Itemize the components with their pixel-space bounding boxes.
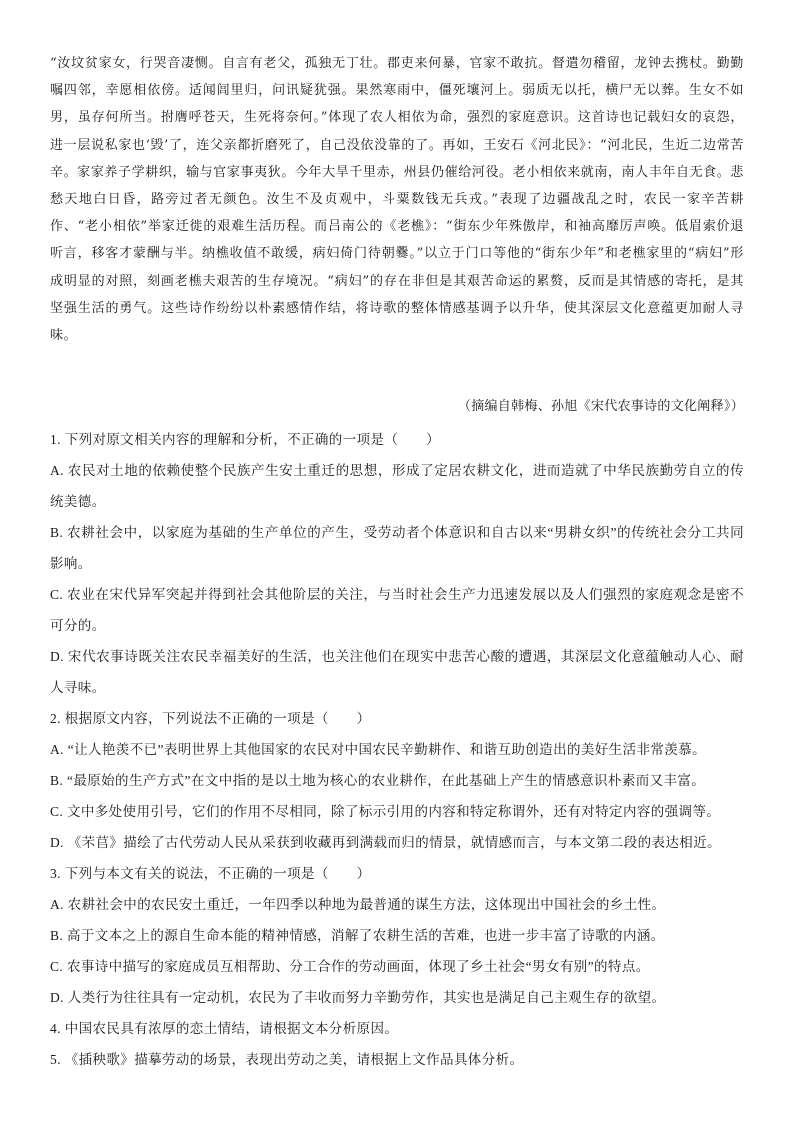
question-list <box>50 424 744 1075</box>
option-a: A. 农民对土地的依赖使整个民族产生安土重迁的思想，形成了定居农耕文化，进而造就了中华民族勤劳自立的传统美德。 <box>50 463 744 509</box>
option-c: C. 农事诗中描写的家庭成员互相帮助、分工合作的劳动画面，体现了乡土社会“男女有别”的特点。 <box>50 959 650 974</box>
passage-source: （摘编自韩梅、孙旭《宋代农事诗的文化阐释》） <box>457 399 744 414</box>
option-b: B. 高于文本之上的源自生命本能的精神情感，消解了农耕生活的苦难，也进一步丰富了诗歌的内涵。 <box>50 928 665 943</box>
question-stem: 5. 《插秧歌》描摹劳动的场景，表现出劳动之美，请根据上文作品具体分析。 <box>50 1052 524 1067</box>
option-a: A. 农耕社会中的农民安土重迁，一年四季以种地为最普通的谋生方法，这体现出中国社会的乡土性。 <box>50 897 666 912</box>
question-4 <box>50 1013 744 1044</box>
question-stem: 2. 根据原文内容，下列说法不正确的一项是（ ） <box>50 711 371 726</box>
option-d: D. 人类行为往往具有一定动机，农民为了丰收而努力辛勤劳作，其实也是满足自己主观生存的欲望。 <box>50 990 666 1005</box>
question-2 <box>50 703 744 858</box>
question-5 <box>50 1044 744 1075</box>
question-3 <box>50 858 744 1013</box>
option-c: C. 农业在宋代异军突起并得到社会其他阶层的关注，与当时社会生产力迅速发展以及人们强烈的家庭观念是密不可分的。 <box>50 587 744 633</box>
option-b: B. 农耕社会中，以家庭为基础的生产单位的产生，受劳动者个体意识和自古以来“男耕女织”的传统社会分工共同影响。 <box>50 525 744 571</box>
question-1 <box>50 424 744 703</box>
passage-text: “汝坟贫家女，行哭音凄恻。自言有老父，孤独无丁壮。郡吏来何暴，官家不敢抗。督遣勿稽留，龙钟去携杖。勤勤嘱四邻，幸愿相依傍。适闻闾里归，问讯疑犹强。果然寒雨中，僵死壤河上。弱质无以托，横尸无以葬。生女不如男，虽存何所当。拊膺呼苍天，生死将奈何。”体现了农人相依为命，强烈的家庭意识。这首诗也记载妇女的哀怨，进一层说私家也‘毁’了，连父亲都折磨死了，自己没依没靠的了。再如，王安石《河北民》：“河北民，生近二边常苦辛。家家养子学耕织，输与官家事夷狄。今年大旱千里赤，州县仍催给河役。老小相依来就南，南人丰年自无食。悲愁天地白日昏，路旁过者无颜色。汝生不及贞观中，斗粟数钱无兵戎。”表现了边疆战乱之时，农民一家辛苦耕作、“老小相依”举家迁徙的艰难生活历程。而吕南公的《老樵》：“街东少年殊傲岸，和袖高靡厉声唤。低眉索价退听言，移客才蒙酬与半。纳樵收值不敢缓，病妇倚门待朝爨。”以立于门口等他的“街东少年”和老樵家里的“病妇”形成明显的对照，刻画老樵夫艰苦的生存境况。“病妇”的存在非但是其艰苦命运的累赘，反而是其情感的寄托，是其坚强生活的勇气。这些诗作纷纷以朴素感情作结，将诗歌的整体情感基调予以升华，使其深层文化意蕴更加耐人寻味。 <box>50 56 744 344</box>
option-d: D. 宋代农事诗既关注农民幸福美好的生活，也关注他们在现实中悲苦心酸的遭遇，其深层文化意蕴触动人心、耐人寻味。 <box>50 649 744 695</box>
option-d: D. 《芣苢》描绘了古代劳动人民从采获到收藏再到满载而归的情景，就情感而言，与本文第二段的表达相近。 <box>50 835 721 850</box>
question-stem: 3. 下列与本文有关的说法，不正确的一项是（ ） <box>50 866 371 881</box>
option-c: C. 文中多处使用引号，它们的作用不尽相同，除了标示引用的内容和特定称谓外，还有对特定内容的强调等。 <box>50 804 721 819</box>
option-a: A. “让人艳羡不已”表明世界上其他国家的农民对中国农民辛勤耕作、和谐互助创造出的美好生活非常羡慕。 <box>50 742 706 757</box>
option-b: B. “最原始的生产方式”在文中指的是以土地为核心的农业耕作，在此基础上产生的情感意识朴素而又丰富。 <box>50 773 706 788</box>
question-stem: 1. 下列对原文相关内容的理解和分析，不正确的一项是（ ） <box>50 432 440 447</box>
question-stem: 4. 中国农民具有浓厚的恋土情结，请根据文本分析原因。 <box>50 1021 399 1036</box>
